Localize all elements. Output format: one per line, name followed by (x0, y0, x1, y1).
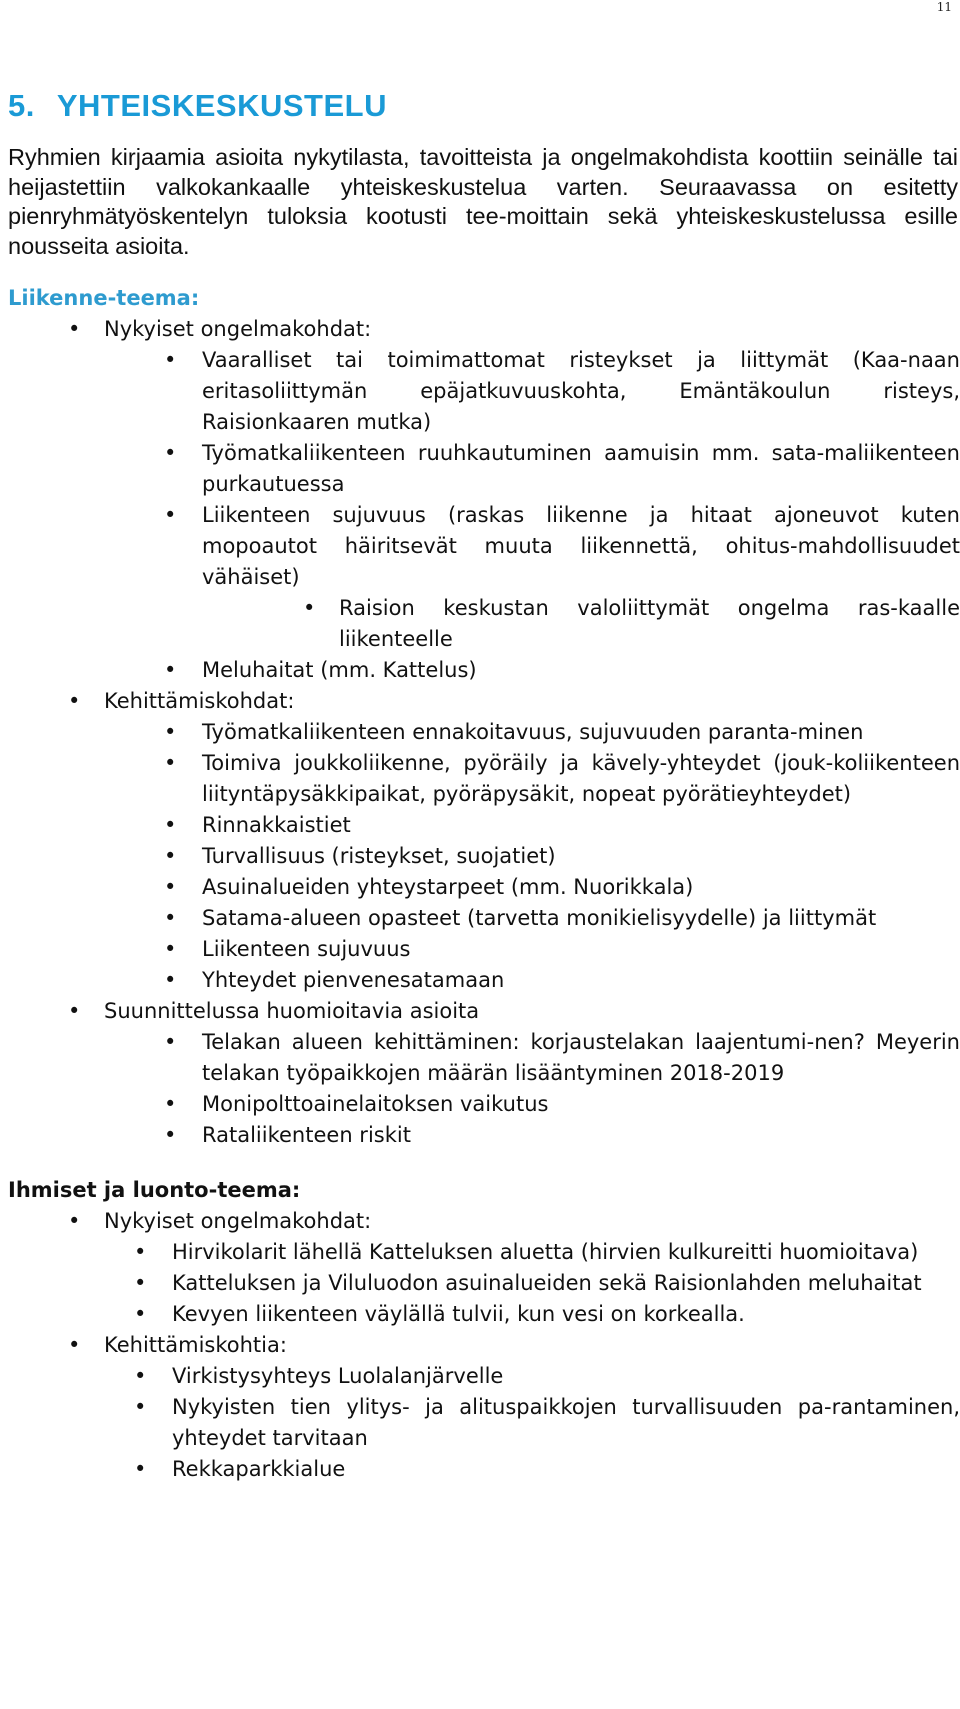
list-item: • Työmatkaliikenteen ennakoitavuus, sujuvuuden paranta-minen (202, 717, 960, 748)
document-body (8, 86, 960, 1485)
sub-sub-list (339, 593, 960, 655)
list-item: • Telakan alueen kehittäminen: korjaustelakan laajentumi-nen? Meyerin telakan työpaikkojen määrän lisääntyminen 2018-2019 (202, 1027, 960, 1089)
list-item: • Katteluksen ja Viluluodon asuinalueiden sekä Raisionlahden meluhaitat (172, 1268, 960, 1299)
liikenne-theme-title: Liikenne-teema: (8, 286, 200, 310)
group-label: Kehittämiskohdat: (104, 689, 295, 713)
list-item: • Monipolttoainelaitoksen vaikutus (202, 1089, 960, 1120)
page-number: 11 (936, 0, 952, 14)
list-item (104, 1206, 960, 1330)
group-label: Kehittämiskohtia: (104, 1333, 287, 1357)
list-item: • Meluhaitat (mm. Kattelus) (202, 655, 960, 686)
list-item: • Asuinalueiden yhteystarpeet (mm. Nuorikkala) (202, 872, 960, 903)
list-item (104, 996, 960, 1151)
list-item: • Työmatkaliikenteen ruuhkautuminen aamuisin mm. sata-maliikenteen purkautuessa (202, 438, 960, 500)
list-item: • Rekkaparkkialue (172, 1454, 960, 1485)
list-item (104, 1330, 960, 1485)
list-item: • Liikenteen sujuvuus (202, 934, 960, 965)
sub-list (202, 345, 960, 686)
list-item: • Rataliikenteen riskit (202, 1120, 960, 1151)
list-item (104, 314, 960, 686)
list-item: • Virkistysyhteys Luolalanjärvelle (172, 1361, 960, 1392)
list-item: • Raision keskustan valoliittymät ongelma ras-kaalle liikenteelle (339, 593, 960, 655)
list-item: • Nykyisten tien ylitys- ja alituspaikkojen turvallisuuden pa-rantaminen, yhteydet tarvitaan (172, 1392, 960, 1454)
list-item: • Vaaralliset tai toimimattomat risteykset ja liittymät (Kaa-naan eritasoliittymän epäjatkuvuuskohta, Emäntäkoulun risteys, Raisionkaaren mutka) (202, 345, 960, 438)
list-item (104, 686, 960, 996)
list-item: • Hirvikolarit lähellä Katteluksen aluetta (hirvien kulkureitti huomioitava) (172, 1237, 960, 1268)
ihmiset-theme-list (104, 1206, 960, 1485)
ihmiset-theme-title: Ihmiset ja luonto-teema: (8, 1178, 301, 1202)
list-item: • Satama-alueen opasteet (tarvetta monikielisyydelle) ja liittymät (202, 903, 960, 934)
section-title: YHTEISKESKUSTELU (56, 88, 387, 123)
sub-list (202, 717, 960, 996)
sub-list (172, 1361, 960, 1485)
list-item: • Toimiva joukkoliikenne, pyöräily ja kävely-yhteydet (jouk-koliikenteen liityntäpysäkkipaikat, pyöräpysäkit, nopeat pyörätieyhteydet) (202, 748, 960, 810)
list-item (202, 500, 960, 655)
list-item: • Kevyen liikenteen väylällä tulvii, kun vesi on korkealla. (172, 1299, 960, 1330)
group-label: Nykyiset ongelmakohdat: (104, 317, 372, 341)
section-heading (8, 86, 960, 126)
sub-list (202, 1027, 960, 1151)
list-item: • Yhteydet pienvenesatamaan (202, 965, 960, 996)
section-number: 5. (8, 88, 35, 123)
group-label: Nykyiset ongelmakohdat: (104, 1209, 372, 1233)
list-item-text: Liikenteen sujuvuus (raskas liikenne ja hitaat ajoneuvot kuten mopoautot häiritsevät muuta liikennettä, ohitus-mahdollisuudet vähäiset) (202, 503, 960, 589)
list-item: • Turvallisuus (risteykset, suojatiet) (202, 841, 960, 872)
group-label: Suunnittelussa huomioitavia asioita (104, 999, 480, 1023)
sub-list (172, 1237, 960, 1330)
liikenne-theme-list (104, 314, 960, 1151)
list-item: • Rinnakkaistiet (202, 810, 960, 841)
intro-paragraph: Ryhmien kirjaamia asioita nykytilasta, tavoitteista ja ongelmakohdista koottiin seinälle tai heijastettiin valkokankaalle yhteiskeskustelua varten. Seuraavassa on esitetty pienryhmätyöskentelyn tuloksia kootusti tee-moittain sekä yhteiskeskustelussa esille nousseita asioita. (8, 144, 958, 259)
